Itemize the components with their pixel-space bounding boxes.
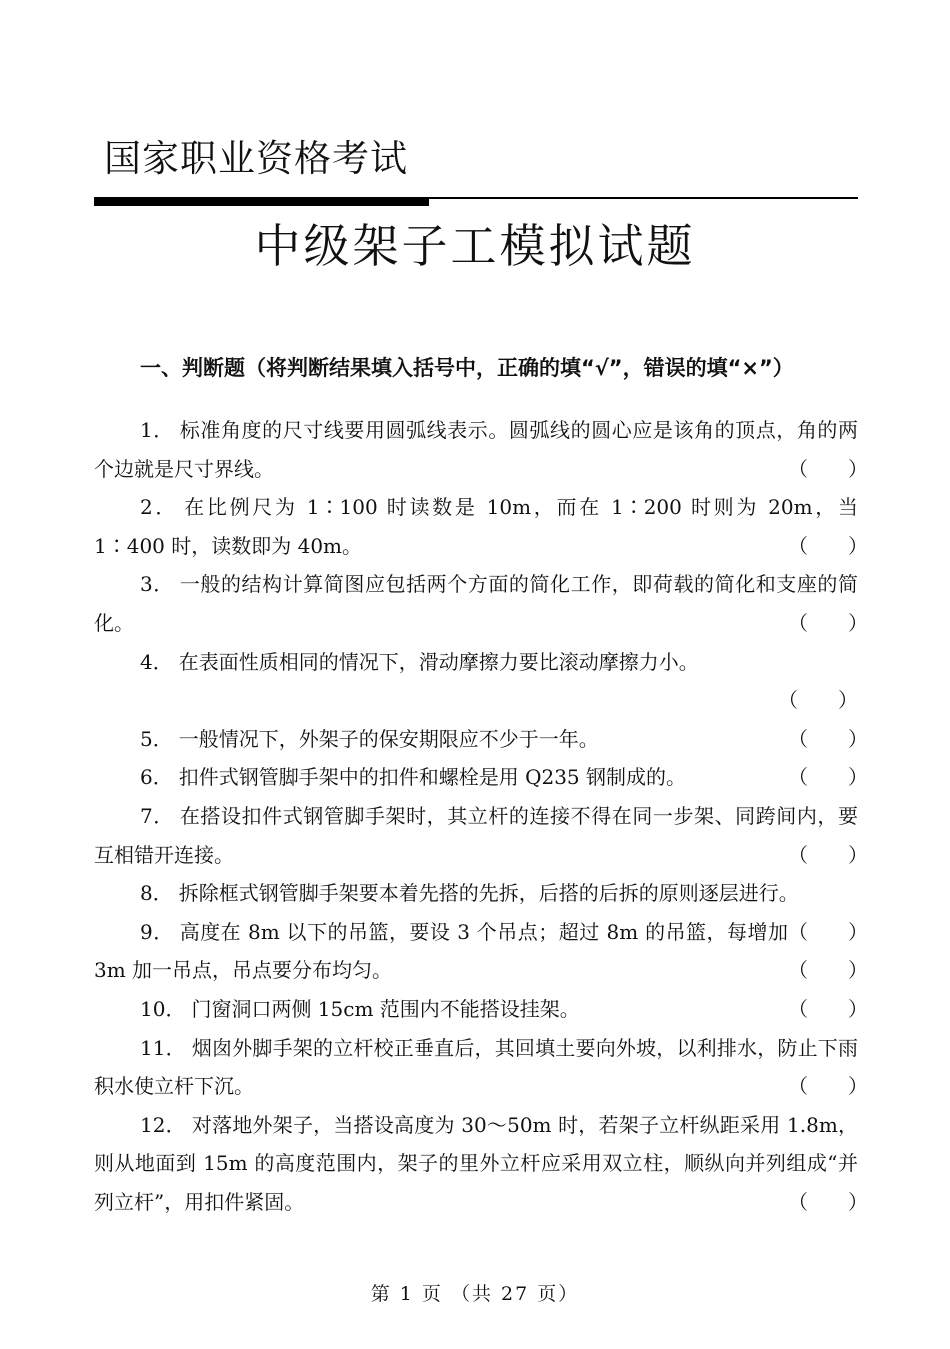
question-text: 高度在 8m 以下的吊篮，要设 3 个吊点；超过 8m 的吊篮，每增加 3m 加一吊点，吊点要分布均匀。 bbox=[94, 919, 788, 983]
answer-parentheses: （ ） bbox=[788, 842, 868, 867]
answer-parentheses: （ ） bbox=[788, 765, 868, 790]
question-number: 5． bbox=[140, 726, 173, 751]
question-number: 4． bbox=[140, 649, 173, 674]
document-title: 中级架子工模拟试题 bbox=[254, 219, 696, 273]
question-item bbox=[94, 874, 868, 944]
question-item bbox=[94, 488, 868, 565]
exam-series-label: 国家职业资格考试 bbox=[104, 137, 408, 180]
answer-parentheses: （ ） bbox=[788, 1189, 868, 1214]
question-text: 门窗洞口两侧 15cm 范围内不能搭设挂架。 bbox=[191, 996, 580, 1021]
question-item bbox=[94, 758, 868, 797]
answer-parentheses: （ ） bbox=[788, 456, 868, 481]
question-item bbox=[94, 643, 858, 720]
answer-parentheses: （ ） bbox=[788, 919, 868, 944]
question-item bbox=[94, 913, 868, 990]
question-number: 2． bbox=[140, 495, 179, 520]
question-number: 12． bbox=[140, 1112, 186, 1137]
answer-parentheses: （ ） bbox=[788, 996, 868, 1021]
question-number: 9． bbox=[140, 919, 174, 944]
answer-parentheses: （ ） bbox=[788, 958, 868, 983]
question-number: 3． bbox=[140, 572, 174, 597]
question-text: 在表面性质相同的情况下，滑动摩擦力要比滚动摩擦力小。 bbox=[178, 649, 699, 674]
answer-parentheses: （ ） bbox=[788, 533, 868, 558]
question-item bbox=[94, 1106, 868, 1222]
question-item bbox=[94, 990, 868, 1029]
page-number: 第 1 页 （共 27 页） bbox=[370, 1283, 580, 1305]
answer-parentheses: （ ） bbox=[788, 726, 868, 751]
question-number: 10． bbox=[140, 996, 186, 1021]
question-item bbox=[94, 565, 868, 642]
question-number: 6． bbox=[140, 765, 173, 790]
question-text: 对落地外架子，当搭设高度为 30～50m 时，若架子立杆纵距采用 1.8m，则从地面到 15m 的高度范围内，架子的里外立杆应采用双立柱，顺纵向并列组成“并列立杆”，用扣件紧固。 bbox=[94, 1112, 858, 1214]
question-number: 7． bbox=[140, 803, 174, 828]
section-heading: 一、判断题（将判断结果填入括号中，正确的填“√”，错误的填“×”） bbox=[140, 356, 794, 380]
question-text: 在搭设扣件式钢管脚手架时，其立杆的连接不得在同一步架、同跨间内，要互相错开连接。 bbox=[94, 803, 858, 867]
question-text: 在比例尺为 1∶100 时读数是 10m，而在 1∶200 时则为 20m，当 1∶400 时，读数即为 40m。 bbox=[94, 495, 858, 558]
question-number: 11． bbox=[140, 1035, 186, 1060]
question-text: 一般情况下，外架子的保安期限应不少于一年。 bbox=[178, 726, 599, 751]
question-item bbox=[94, 720, 868, 759]
answer-parentheses: （ ） bbox=[778, 688, 858, 713]
answer-parentheses: （ ） bbox=[788, 610, 868, 635]
question-number: 1． bbox=[140, 418, 174, 442]
header-rule-thin bbox=[429, 197, 858, 199]
question-item bbox=[94, 411, 868, 488]
question-text: 扣件式钢管脚手架中的扣件和螺栓是用 Q235 钢制成的。 bbox=[178, 765, 687, 790]
question-text: 一般的结构计算简图应包括两个方面的简化工作，即荷载的简化和支座的简化。 bbox=[94, 572, 858, 635]
question-number: 8． bbox=[140, 881, 173, 906]
question-text: 拆除框式钢管脚手架要本着先搭的先拆，后搭的后拆的原则逐层进行。 bbox=[178, 881, 799, 906]
question-list bbox=[94, 411, 868, 1221]
question-text: 标准角度的尺寸线要用圆弧线表示。圆弧线的圆心应是该角的顶点，角的两个边就是尺寸界线。 bbox=[94, 418, 858, 481]
question-item bbox=[94, 1029, 868, 1106]
answer-parentheses: （ ） bbox=[788, 1074, 868, 1099]
header-rule-thick bbox=[94, 197, 429, 206]
question-text: 烟囱外脚手架的立杆校正垂直后，其回填土要向外坡，以利排水，防止下雨积水使立杆下沉。 bbox=[94, 1035, 859, 1099]
question-item bbox=[94, 797, 868, 874]
